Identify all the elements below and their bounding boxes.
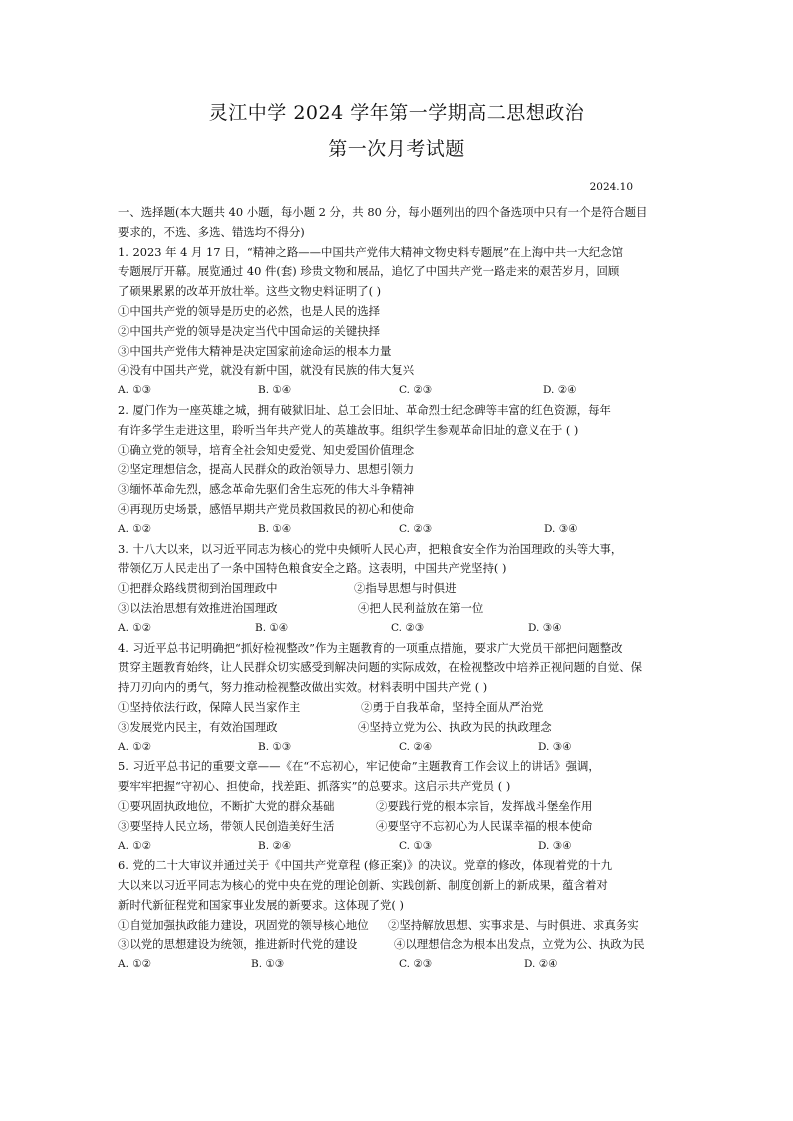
question-stem-line: 新时代新征程党和国家事业发展的新要求。这体现了党( ) xyxy=(118,897,404,912)
question-item-row xyxy=(118,698,676,718)
option-a: A. ①③ xyxy=(118,384,152,397)
option-b: B. ①③ xyxy=(251,958,285,971)
question-item: ①把群众路线贯彻到治国理政中 xyxy=(118,581,278,596)
answer-options xyxy=(118,837,676,857)
question-stem-line: 2. 厦门作为一座英雄之城，拥有破狱旧址、总工会旧址、革命烈士纪念碑等丰富的红色资源，每年 xyxy=(118,402,611,417)
answer-options xyxy=(118,619,676,639)
question-stem-line: 要牢牢把握“守初心、担使命，找差距、抓落实”的总要求。这启示共产党员 ( ) xyxy=(118,779,511,794)
option-c: C. ①③ xyxy=(399,839,433,852)
question-stem-line: 3. 十八大以来，以习近平同志为核心的党中央倾听人民心声，把粮食安全作为治国理政的头等大事， xyxy=(118,541,623,556)
question-3 xyxy=(118,540,676,639)
question-2 xyxy=(118,401,676,540)
exam-body xyxy=(118,203,676,975)
question-item: ①自觉加强执政能力建设，巩固党的领导核心地位 xyxy=(118,917,369,932)
question-item-row xyxy=(118,817,676,837)
exam-title-line1: 灵江中学 2024 学年第一学期高二思想政治 xyxy=(208,102,585,124)
question-4 xyxy=(118,639,676,758)
question-item: ③以党的思想建设为统领，推进新时代党的建设 xyxy=(118,937,358,952)
question-item: ④把人民利益放在第一位 xyxy=(358,600,484,615)
option-d: D. ②④ xyxy=(524,958,558,971)
question-stem-line: 专题展厅开幕。展览通过 40 件(套) 珍贵文物和展品，追忆了中国共产党一路走来的艰苦岁月，回顾 xyxy=(118,264,620,279)
question-item: ②中国共产党的领导是决定当代中国命运的关键抉择 xyxy=(118,323,380,338)
question-item: ②坚定理想信念，提高人民群众的政治领导力、思想引领力 xyxy=(118,462,415,477)
answer-options xyxy=(118,381,676,401)
question-item: ④以理想信念为根本出发点，立党为公、执政为民 xyxy=(394,937,645,952)
question-item: ③中国共产党伟大精神是决定国家前途命运的根本力量 xyxy=(118,343,392,358)
option-c: C. ②③ xyxy=(399,384,433,397)
question-item: ③以法治思想有效推进治国理政 xyxy=(118,600,278,615)
option-b: B. ②④ xyxy=(258,839,292,852)
option-c: C. ②③ xyxy=(391,621,425,634)
section-instructions-line: 要求的，不选、多选、错选均不得分) xyxy=(118,224,305,239)
section-instructions-line: 一、选择题(本大题共 40 小题，每小题 2 分，共 80 分，每小题列出的四个备选项中只有一个是符合题目 xyxy=(118,205,648,219)
question-item: ②勇于自我革命，坚持全面从严治党 xyxy=(361,699,544,714)
option-b: B. ①④ xyxy=(258,522,292,535)
section-instructions xyxy=(118,203,676,243)
question-item: ④再现历史场景，感悟早期共产党员救国救民的初心和使命 xyxy=(118,501,415,516)
question-item: ③发展党内民主，有效治国理政 xyxy=(118,719,278,734)
option-c: C. ②③ xyxy=(399,958,433,971)
question-6 xyxy=(118,856,676,975)
question-stem-line: 有许多学生走进这里，聆听当年共产党人的英雄故事。组织学生参观革命旧址的意义在于 ( ) xyxy=(118,422,579,437)
option-a: A. ①② xyxy=(118,621,152,634)
question-stem-line: 4. 习近平总书记明确把“抓好检视整改”作为主题教育的一项重点措施，要求广大党员干部把问题整改 xyxy=(118,640,623,655)
option-a: A. ①② xyxy=(118,958,152,971)
option-b: B. ①④ xyxy=(255,621,289,634)
option-c: C. ②④ xyxy=(399,740,433,753)
question-item: ①确立党的领导，培育全社会知史爱党、知史爱国价值理念 xyxy=(118,442,415,457)
option-d: D. ③④ xyxy=(538,740,572,753)
question-item-row xyxy=(118,935,676,955)
question-5 xyxy=(118,757,676,856)
question-stem-line: 了硕果累累的改革开放壮举。这些文物史料证明了( ) xyxy=(118,284,382,299)
option-b: B. ①③ xyxy=(258,740,292,753)
answer-options xyxy=(118,520,676,540)
question-1 xyxy=(118,243,676,401)
question-item: ②要践行党的根本宗旨，发挥战斗堡垒作用 xyxy=(376,798,593,813)
answer-options xyxy=(118,738,676,758)
option-d: D. ②④ xyxy=(543,384,577,397)
question-stem-line: 5. 习近平总书记的重要文章——《在“不忘初心，牢记使命”主题教育工作会议上的讲话》强调， xyxy=(118,759,600,774)
option-d: D. ③④ xyxy=(544,522,578,535)
question-item: ③缅怀革命先烈，感念革命先驱们舍生忘死的伟大斗争精神 xyxy=(118,482,415,497)
question-item-row xyxy=(118,579,676,599)
option-a: A. ①② xyxy=(118,740,152,753)
question-item: ①坚持依法行政，保障人民当家作主 xyxy=(118,699,301,714)
option-d: D. ③④ xyxy=(538,839,572,852)
question-item: ②坚持解放思想、实事求是、与时俱进、求真务实 xyxy=(388,917,639,932)
option-d: D. ③④ xyxy=(528,621,562,634)
question-item-row xyxy=(118,718,676,738)
question-item: ④要坚守不忘初心为人民谋幸福的根本使命 xyxy=(376,818,593,833)
question-item: ②指导思想与时俱进 xyxy=(354,581,457,596)
answer-options xyxy=(118,955,676,975)
question-stem-line: 1. 2023 年 4 月 17 日，“精神之路——中国共产党伟大精神文物史料专题展”在上海中共一大纪念馆 xyxy=(118,244,624,259)
question-item-row xyxy=(118,797,676,817)
exam-title-line2: 第一次月考试题 xyxy=(328,138,465,160)
question-item-row xyxy=(118,599,676,619)
question-stem-line: 带领亿万人民走出了一条中国特色粮食安全之路。这表明，中国共产党坚持( ) xyxy=(118,561,507,576)
exam-date: 2024.10 xyxy=(589,181,633,193)
question-item: ①中国共产党的领导是历史的必然，也是人民的选择 xyxy=(118,303,380,318)
question-item: ①要巩固执政地位，不断扩大党的群众基础 xyxy=(118,798,335,813)
question-item-row xyxy=(118,916,676,936)
question-stem-line: 持刀刃向内的勇气，努力推动检视整改做出实效。材料表明中国共产党 ( ) xyxy=(118,680,488,695)
question-item: ④没有中国共产党，就没有新中国，就没有民族的伟大复兴 xyxy=(118,363,415,378)
question-stem-line: 6. 党的二十大审议并通过关于《中国共产党章程 (修正案)》的决议。党章的修改，体现着党的十九 xyxy=(118,858,613,873)
question-stem-line: 大以来以习近平同志为核心的党中央在党的理论创新、实践创新、制度创新上的新成果，蕴含着对 xyxy=(118,878,608,893)
question-stem-line: 贯穿主题教育始终，让人民群众切实感受到解决问题的实际成效，在检视整改中培养正视问题的自觉、保 xyxy=(118,660,642,675)
question-item: ④坚持立党为公、执政为民的执政理念 xyxy=(358,719,552,734)
question-item: ③要坚持人民立场，带领人民创造美好生活 xyxy=(118,818,335,833)
option-c: C. ②③ xyxy=(399,522,433,535)
option-a: A. ①② xyxy=(118,522,152,535)
option-a: A. ①② xyxy=(118,839,152,852)
option-b: B. ①④ xyxy=(258,384,292,397)
